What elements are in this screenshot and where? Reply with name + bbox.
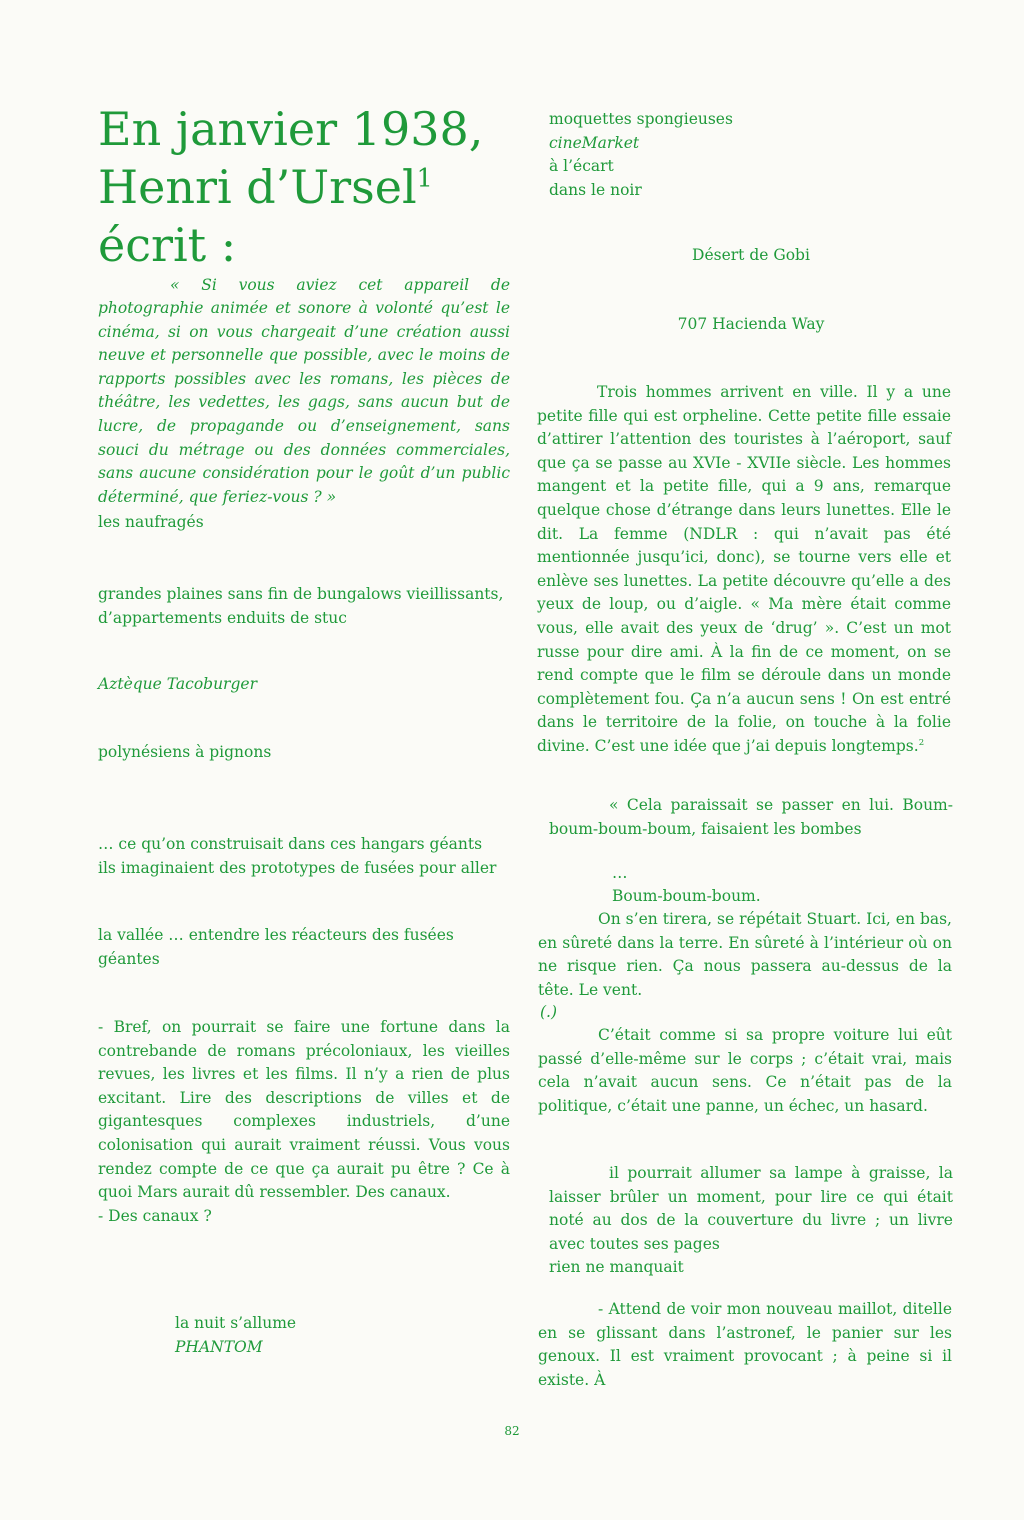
nuit-line: la nuit s’allume — [175, 1314, 297, 1332]
vallee-line: la vallée … entendre les réacteurs des fusées géantes — [98, 926, 454, 968]
boum-line: Boum-boum-boum. — [612, 887, 761, 905]
gobi-heading: Désert de Gobi — [692, 246, 810, 264]
footnote-ref-1: 1 — [416, 163, 433, 193]
plaines-line-1: grandes plaines sans fin de bungalows vieillissants, — [98, 585, 504, 603]
ecart-line: à l’écart — [549, 157, 614, 176]
polynesiens-line: polynésiens à pignons — [98, 743, 272, 761]
ellipsis-line: … — [612, 864, 628, 882]
page-title — [98, 100, 510, 274]
phantom-line: PHANTOM — [175, 1337, 263, 1356]
plaines-block — [98, 583, 518, 630]
noir-line: dans le noir — [549, 180, 642, 199]
naufrages-line: les naufragés — [98, 513, 204, 531]
lampe-paragraph — [549, 1162, 953, 1280]
cela-paragraph: « Cela paraissait se passer en lui. Boum-boum-boum-boum, faisaient les bombes — [549, 796, 953, 838]
hangars-block — [98, 833, 518, 880]
footnote-ref-2: 2 — [918, 737, 925, 748]
hangars-line-1: … ce qu’on construisait dans ces hangars géants — [98, 835, 483, 853]
phantom-block — [175, 1312, 475, 1359]
lampe-text: il pourrait allumer sa lampe à graisse, la laisser brûler un moment, pour lire ce qui était noté au dos de la couverture du livre ; un livre avec toutes ses pages — [549, 1164, 953, 1253]
voiture-paragraph: C’était comme si sa propre voiture lui eût passé d’elle-même sur le corps ; c’était vrai, mais cela n’avait aucun sens. Ce n’était pas de la politique, c’était une panne, un échec, un hasard. — [538, 1026, 952, 1115]
cinemarket-line: cineMarket — [549, 133, 640, 152]
title-line-2: Henri d’Ursel — [98, 160, 417, 214]
rien-text: rien ne manquait — [549, 1258, 684, 1277]
trois-text: Trois hommes arrivent en ville. Il y a une petite fille qui est orpheline. Cette petite fille essaie d’attirer l’attention des touristes à l’aéroport, sauf que ça se passe au XVIe - XVIIe siècle. Les hommes mangent et la petite fille, qui a 9 ans, remarque quelque chose d’étrange dans leurs lunettes. Elle le dit. La femme (NDLR : qui n’avait pas été mentionnée jusqu’ici, donc), se tourne vers elle et enlève ses lunettes. La petite découvre qu’elle a des yeux de loup, ou d’aigle. « Ma mère était comme vous, elle avait des yeux de ‘drug’ ». C’est un mot russe pour dire ami. À la fin de ce moment, on se rend compte que le film se déroule dans un monde complètement fou. Ça n’a aucun sens ! On est entré dans le territoire de la folie, on touche à la folie divine. C’est une idée que j’ai depuis longtemps. — [537, 383, 951, 755]
page-number: 82 — [504, 1424, 520, 1438]
plaines-line-2: d’appartements enduits de stuc — [98, 608, 347, 627]
hangars-line-2: ils imaginaient des prototypes de fusées pour aller — [98, 858, 497, 877]
moquettes-block — [549, 108, 949, 202]
maillot-paragraph: - Attend de voir mon nouveau maillot, ditelle en se glissant dans l’astronef, le panier sur les genoux. Il est vraiment provocant ; à peine si il existe. À — [538, 1300, 952, 1389]
ursel-quote: « Si vous aviez cet appareil de photographie animée et sonore à volonté qu’est le cinéma, si on vous chargeait d’une création aussi neuve et personnelle que possible, avec le moins de rapports possibles avec les romans, les pièces de théâtre, les vedettes, les gags, sans aucun but de lucre, de propagande ou d’enseignement, sans souci du métrage ou des données commerciales, sans aucune considération pour le goût d’un public déterminé, que feriez-vous ? » — [98, 275, 510, 506]
moquettes-line: moquettes spongieuses — [549, 110, 733, 128]
hacienda-heading: 707 Hacienda Way — [677, 315, 825, 333]
canaux-text: - Des canaux ? — [98, 1206, 212, 1225]
azteque-line: Aztèque Tacoburger — [98, 675, 257, 693]
paren-line: (.) — [540, 1003, 558, 1021]
title-line-1: En janvier 1938, — [98, 102, 484, 156]
tirera-paragraph: On s’en tirera, se répétait Stuart. Ici, en bas, en sûreté dans la terre. En sûreté à l’intérieur où on ne risque rien. Ça nous passera au-dessus de la tête. Le vent. — [538, 910, 952, 999]
trois-paragraph — [537, 381, 951, 759]
bref-text: - Bref, on pourrait se faire une fortune dans la contrebande de romans précoloniaux, les vieilles revues, les livres et les films. Il n’y a rien de plus excitant. Lire des descriptions de villes et de gigantesques complexes industriels, d’une colonisation qui aurait vraiment réussi. Vous vous rendez compte de ce que ça aurait pu être ? Ce à quoi Mars aurait dû ressembler. Des canaux. — [98, 1018, 510, 1202]
bref-paragraph — [98, 1016, 510, 1228]
title-line-2-end: écrit : — [98, 218, 237, 272]
